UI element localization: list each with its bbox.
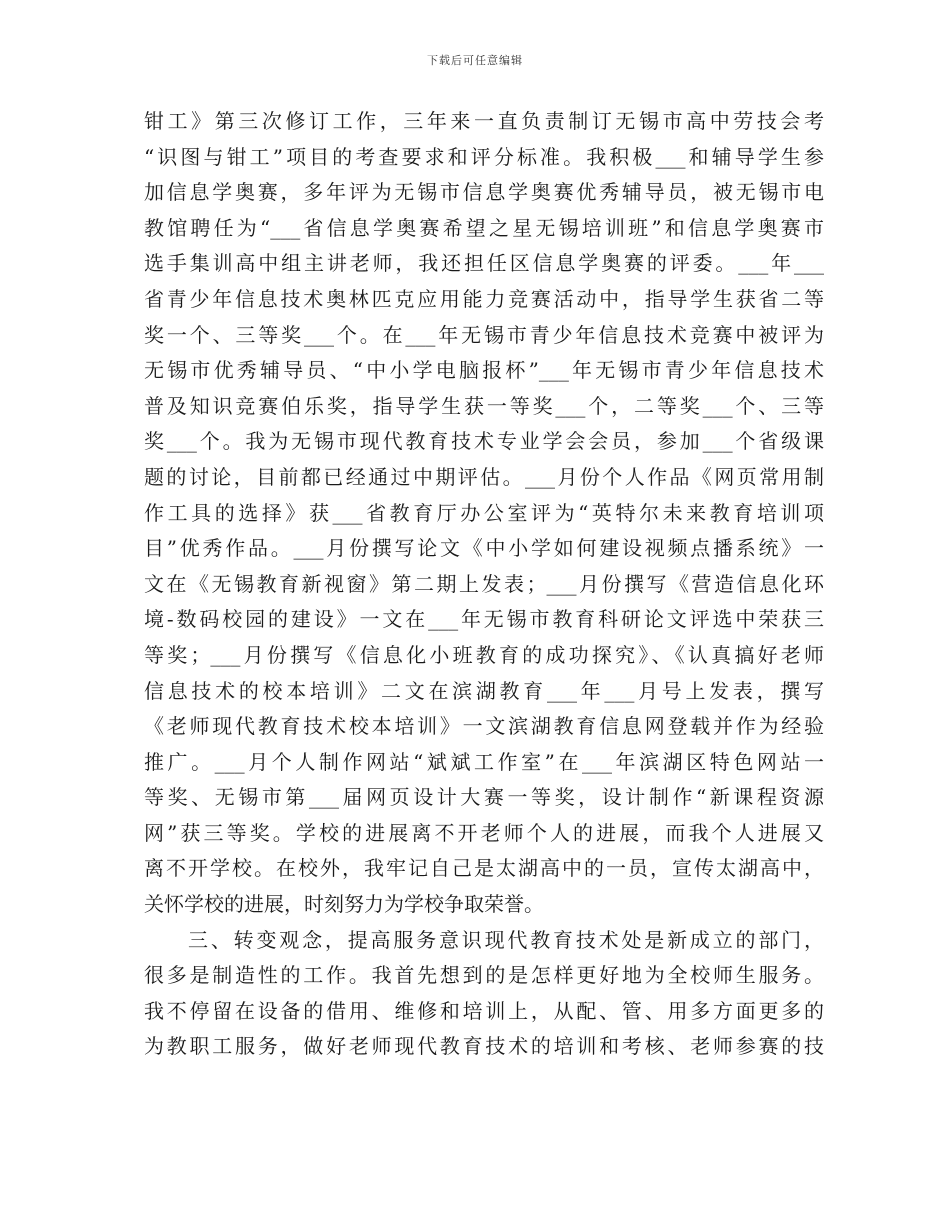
text-line: 《老师现代教育技术校本培训》一文滨湖教育信息网登载并作为经验 [144, 714, 824, 739]
text-line: 信息技术的校本培训》二文在滨湖教育___年___月号上发表，撰写 [144, 678, 824, 703]
text-line: “识图与钳工”项目的考查要求和评分标准。我积极___和辅导学生参 [144, 144, 824, 169]
text-line: 推广。___月个人制作网站“斌斌工作室”在___年滨湖区特色网站一 [144, 749, 824, 774]
text-line: 我不停留在设备的借用、维修和培训上，从配、管、用多方面更多的 [144, 998, 824, 1023]
text-line: 离不开学校。在校外，我牢记自己是太湖高中的一员，宣传太湖高中， [144, 856, 824, 881]
text-line: 网”获三等奖。学校的进展离不开老师个人的进展，而我个人进展又 [144, 820, 824, 845]
text-line: 境-数码校园的建设》一文在___年无锡市教育科研论文评选中荣获三 [144, 607, 824, 632]
text-line: 很多是制造性的工作。我首先想到的是怎样更好地为全校师生服务。 [144, 963, 824, 988]
paragraph [144, 104, 824, 923]
text-line: 教馆聘任为“___省信息学奥赛希望之星无锡培训班”和信息学奥赛市 [144, 215, 824, 240]
text-line: 选手集训高中组主讲老师，我还担任区信息学奥赛的评委。___年___ [144, 251, 824, 276]
text-line: 题的讨论，目前都已经通过中期评估。___月份个人作品《网页常用制 [144, 464, 824, 489]
text-line: 省青少年信息技术奥林匹克应用能力竞赛活动中，指导学生获省二等 [144, 286, 824, 311]
text-line: 文在《无锡教育新视窗》第二期上发表；___月份撰写《营造信息化环 [144, 571, 824, 596]
text-line: 钳工》第三次修订工作，三年来一直负责制订无锡市高中劳技会考 [144, 109, 824, 133]
text-line: 无锡市优秀辅导员、“中小学电脑报杯”___年无锡市青少年信息技术 [144, 358, 824, 383]
text-line: 加信息学奥赛，多年评为无锡市信息学奥赛优秀辅导员，被无锡市电 [144, 180, 824, 205]
page-header: 下载后可任意编辑 [427, 54, 523, 67]
text-line: 作工具的选择》获___省教育厅办公室评为“英特尔未来教育培训项 [144, 500, 824, 525]
text-line: 目”优秀作品。___月份撰写论文《中小学如何建设视频点播系统》一 [144, 536, 824, 561]
text-line: 为教职工服务，做好老师现代教育技术的培训和考核、老师参赛的技 [144, 1034, 824, 1059]
text-line: 关怀学校的进展，时刻努力为学校争取荣誉。 [144, 892, 544, 917]
paragraph [144, 923, 824, 1065]
text-line: 等奖；___月份撰写《信息化小班教育的成功探究》、《认真搞好老师 [144, 642, 824, 667]
text-line: 等奖、无锡市第___届网页设计大赛一等奖，设计制作“新课程资源 [144, 785, 824, 810]
text-line: 奖一个、三等奖___个。在___年无锡市青少年信息技术竞赛中被评为 [144, 322, 824, 347]
text-line: 奖___个。我为无锡市现代教育技术专业学会会员，参加___个省级课 [144, 429, 824, 454]
document-body [144, 104, 824, 1065]
text-line: 三、转变观念，提高服务意识现代教育技术处是新成立的部门， [188, 927, 824, 952]
text-line: 普及知识竞赛伯乐奖，指导学生获一等奖___个，二等奖___个、三等 [144, 393, 824, 418]
